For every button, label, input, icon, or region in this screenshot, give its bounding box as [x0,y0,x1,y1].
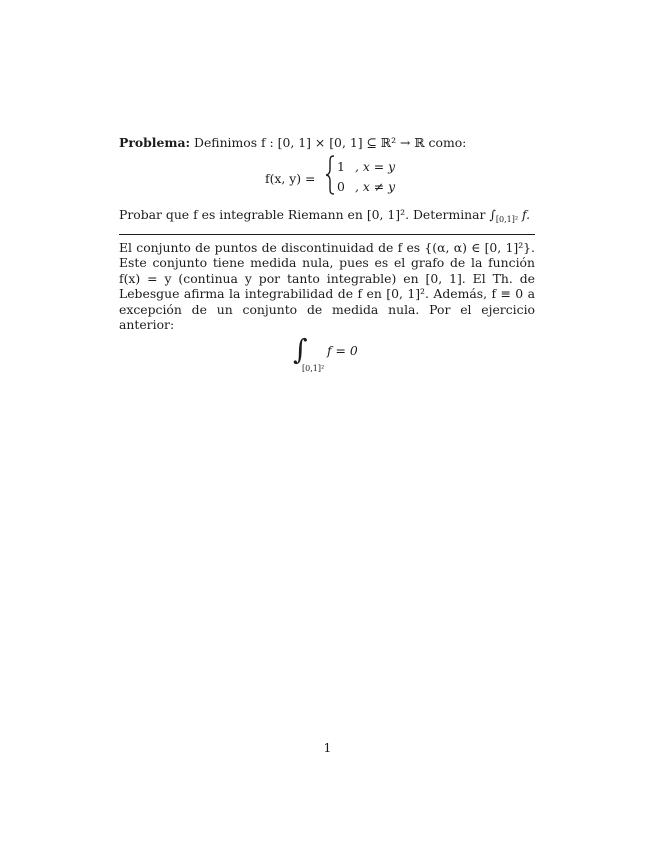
case-condition: , x = y [354,159,396,174]
function-lhs: f(x, y) = [265,171,316,186]
problem-text: Definimos f : [0, 1] × [0, 1] ⊆ ℝ² → ℝ como: [194,135,467,150]
integral-result: f = 0 [327,342,358,358]
problem-label: Problema: [119,135,191,150]
left-brace-icon [325,155,335,195]
inline-integral-domain: [0,1]² [495,215,519,224]
horizontal-divider [119,234,535,235]
problem-task [119,207,535,223]
problem-statement [119,135,535,153]
display-equation [119,332,535,373]
case-row [337,159,395,175]
case-row [337,179,395,195]
task-text: Probar que f es integrable Riemann en [0, 1]². Determinar [119,207,486,222]
integral-domain: [0,1]² [302,363,325,373]
case-value: 1 [337,159,345,174]
case-condition: , x ≠ y [354,179,396,194]
page-number: 1 [323,740,332,755]
solution-paragraph: El conjunto de puntos de discontinuidad de f es {(α, α) ∈ [0, 1]²}. Este conjunto tiene medida nula, pues es el grafo de la función f(x) = y (continua y por tanto integrable) en [0, 1]. El Th. de Lebesgue afirma la integrabilidad de f en [0, 1]². Además, f ≡ 0 a excepción de un conjunto de medida nula. Por el ejercicio anterior: [119,239,535,332]
inline-integral-sign: ∫ [489,207,496,222]
integral-sign: ∫ [293,332,308,366]
case-value: 0 [337,179,345,194]
document-page [119,135,535,373]
inline-integral-body: f. [522,207,531,222]
piecewise-definition [119,155,535,201]
